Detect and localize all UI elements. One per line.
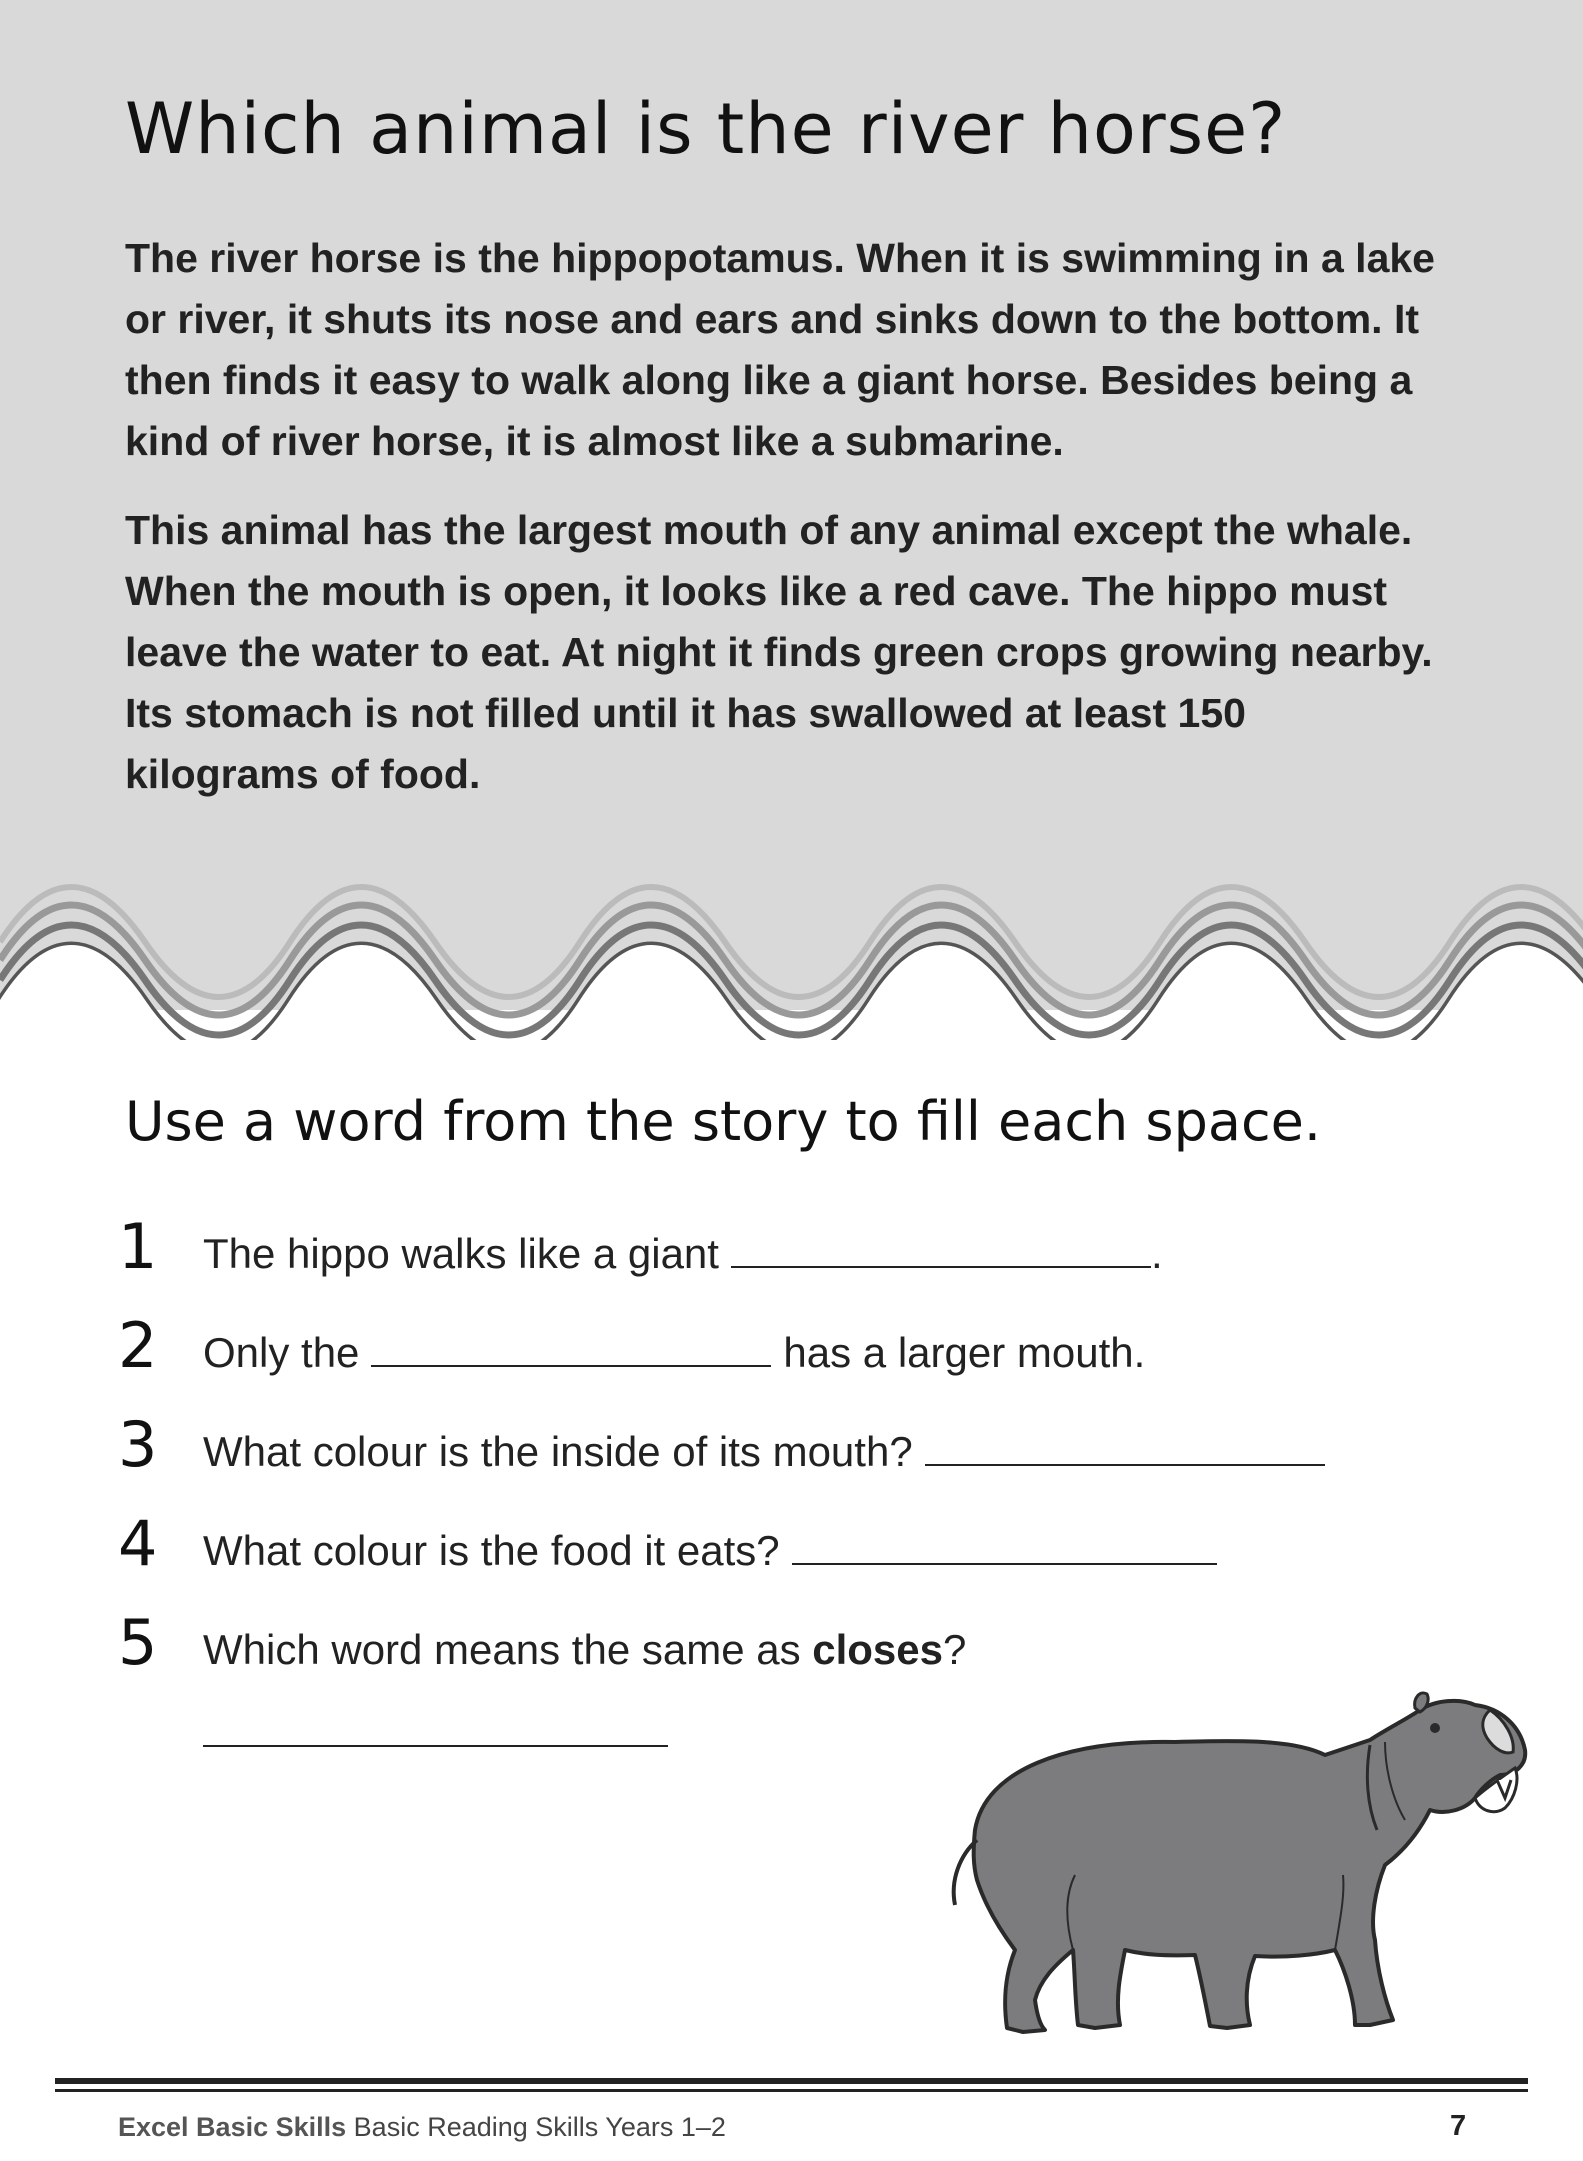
question-3 (118, 1408, 1468, 1507)
question-list (118, 1210, 1468, 1705)
footer-series: Excel Basic Skills (118, 2112, 347, 2142)
answer-blank[interactable] (792, 1529, 1217, 1565)
answer-blank[interactable] (731, 1232, 1151, 1268)
footer-credit (118, 2112, 726, 2143)
question-text-after: has a larger mouth. (783, 1329, 1146, 1376)
footer-book: Basic Reading Skills Years 1–2 (353, 2112, 726, 2142)
question-4 (118, 1507, 1468, 1606)
wave-divider (0, 850, 1583, 1040)
story-paragraph-2: This animal has the largest mouth of any animal except the whale. When the mouth is open, it looks like a red cave. The hippo must leave the water to eat. At night it finds green crops growing nearby. Its stomach is not filled until it has swallowed at least 150 kilograms of food. (125, 507, 1433, 797)
instruction-heading: Use a word from the story to fill each space. (125, 1090, 1322, 1153)
answer-blank-5[interactable] (203, 1745, 668, 1747)
question-text: What colour is the inside of its mouth? (203, 1428, 913, 1475)
question-text: The hippo walks like a giant (203, 1230, 719, 1277)
question-text: Which word means the same as (203, 1626, 801, 1673)
question-text-after: ? (943, 1626, 967, 1673)
answer-blank[interactable] (371, 1331, 771, 1367)
question-number: 1 (118, 1210, 158, 1283)
question-number: 4 (118, 1507, 158, 1580)
hippo-icon (915, 1680, 1535, 2050)
question-2 (118, 1309, 1468, 1408)
story-paragraph-1: The river horse is the hippopotamus. When it is swimming in a lake or river, it shuts its nose and ears and sinks down to the bottom. It then finds it easy to walk along like a giant horse. Besides being a kind of river horse, it is almost like a submarine. (125, 235, 1435, 464)
question-1 (118, 1210, 1468, 1309)
question-number: 5 (118, 1606, 158, 1679)
question-keyword: closes (812, 1626, 944, 1673)
page-number: 7 (1450, 2110, 1467, 2142)
story-text (125, 228, 1445, 833)
footer-rule (55, 2078, 1528, 2084)
page-title: Which animal is the river horse? (125, 88, 1287, 170)
question-number: 2 (118, 1309, 158, 1382)
question-number: 3 (118, 1408, 158, 1481)
question-text-after: . (1150, 1230, 1163, 1277)
question-text: What colour is the food it eats? (203, 1527, 780, 1574)
footer-rule-thin (55, 2089, 1528, 2092)
question-text: Only the (203, 1329, 360, 1376)
answer-blank[interactable] (925, 1430, 1325, 1466)
